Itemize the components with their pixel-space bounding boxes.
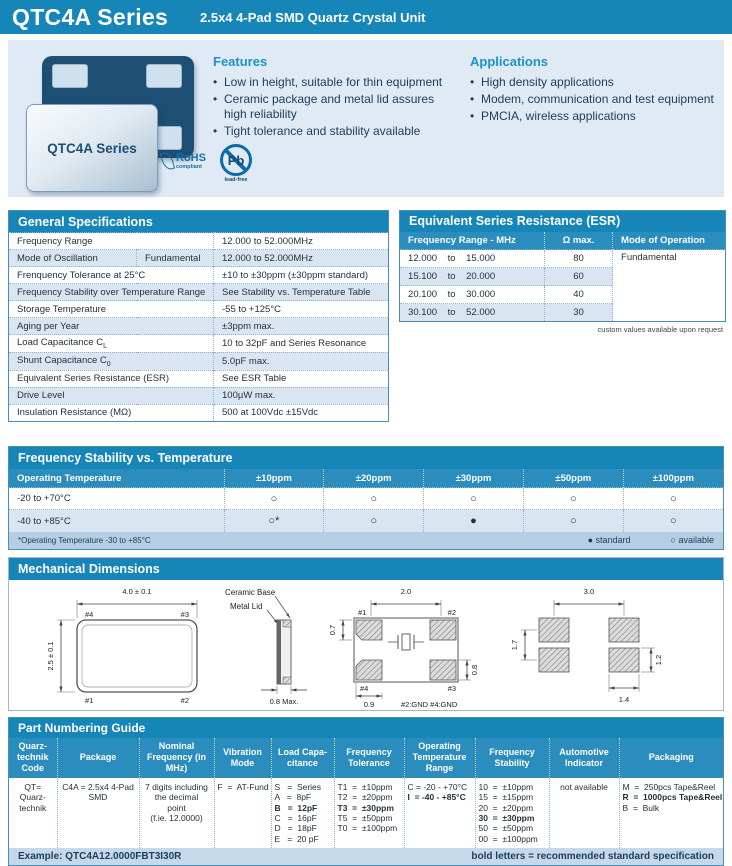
spec-row xyxy=(9,404,389,421)
pn-item: (f.ie. 12.0000) xyxy=(150,813,203,823)
rohs-compliant-text: compliant xyxy=(176,163,202,170)
stability-table xyxy=(9,469,723,532)
part-numbering-footnote: bold letters = recommended standard specification xyxy=(471,851,714,863)
pn-item: T0 = ±100ppm xyxy=(337,823,398,834)
pn-item: I = -40 - +85°C xyxy=(407,792,466,803)
applications-section xyxy=(470,54,728,126)
bullet-icon: • xyxy=(213,124,218,138)
pn-item: 50 = ±50ppm xyxy=(478,823,534,834)
spec-label: Aging per Year xyxy=(9,318,214,335)
stability-row xyxy=(9,510,723,532)
esr-table xyxy=(399,210,726,322)
pn-item: T5 = ±50ppm xyxy=(337,813,393,823)
bullet-icon: • xyxy=(470,75,475,89)
pn-item: the decimal xyxy=(154,792,199,803)
spec-row xyxy=(9,335,389,353)
dim-height: 2.5 ± 0.1 xyxy=(46,641,55,671)
pn-item: B = 12pF xyxy=(274,802,318,813)
pb-free-logo xyxy=(218,144,254,183)
pn-item: R = 1000pcs Tape&Reel xyxy=(622,792,723,803)
pn-item: QT= xyxy=(24,781,42,792)
pn-item: A = 8pF xyxy=(274,792,312,803)
pn-item: B = Bulk xyxy=(622,802,660,813)
esr-ohm: 30 xyxy=(545,304,613,322)
spec-label: Frequency Range xyxy=(9,233,214,250)
spec-value: 10 to 32pF and Series Resonance xyxy=(214,335,389,353)
pad-label: #3 xyxy=(180,609,189,619)
pad-label: #2 xyxy=(447,607,456,617)
esr-row xyxy=(400,250,726,268)
temp-range: -20 to +70°C xyxy=(9,488,224,510)
legend-standard: ● standard xyxy=(587,535,631,546)
pn-cell-vibration xyxy=(214,778,271,848)
availability-mark: ○ xyxy=(324,510,424,532)
esr-ohm: 80 xyxy=(545,250,613,268)
metal-lid-label: Metal Lid xyxy=(230,601,263,611)
spec-value: ±10 to ±30ppm (±30ppm standard) xyxy=(214,267,389,284)
part-number-example: Example: QTC4A12.0000FBT3I30R xyxy=(18,851,182,863)
pn-item: T1 = ±10ppm xyxy=(337,781,393,792)
spec-row xyxy=(9,233,389,250)
esr-section xyxy=(399,210,725,334)
spec-value: 500 at 100Vdc ±15Vdc xyxy=(214,404,389,421)
spec-label: Equivalent Series Resistance (ESR) xyxy=(9,370,214,387)
rohs-text: RoHS xyxy=(176,151,206,164)
pn-item: T3 = ±30ppm xyxy=(337,802,394,813)
pn-item: C = -20 - +70°C xyxy=(407,781,468,792)
esr-mode-value: Fundamental xyxy=(613,250,726,322)
pn-item: 00 = ±100ppm xyxy=(478,833,538,844)
esr-col-ohm: Ω max. xyxy=(545,232,613,250)
rohs-logo xyxy=(162,152,206,170)
spec-value: See Stability vs. Temperature Table xyxy=(214,284,389,301)
part-numbering-table xyxy=(9,738,723,848)
pn-item: SMD xyxy=(88,792,108,803)
mechanical-dimensions-section xyxy=(8,557,724,711)
esr-col-mode: Mode of Operation xyxy=(613,232,726,250)
availability-mark: ○ xyxy=(623,510,723,532)
crystal-package-image xyxy=(26,104,158,192)
side-view-drawing xyxy=(225,588,307,706)
part-numbering-title: Part Numbering Guide xyxy=(9,718,723,738)
feature-item: • Low in height, suitable for thin equipment xyxy=(213,75,443,89)
page-subtitle: 2.5x4 4-Pad SMD Quartz Crystal Unit xyxy=(200,10,426,25)
pad-label: #3 xyxy=(447,683,456,693)
dim-pad-height: 0.7 xyxy=(328,624,337,635)
spec-label: Insulation Resistance (MΩ) xyxy=(9,404,214,421)
mechanical-title: Mechanical Dimensions xyxy=(9,558,723,580)
spec-label: Frequency Stability over Temperature Range xyxy=(9,284,214,301)
bullet-icon: • xyxy=(213,75,218,89)
spec-mid-value: Fundamental xyxy=(137,250,214,267)
dim-pad-height-2: 0.8 xyxy=(470,664,479,675)
product-label: QTC4A Series xyxy=(47,140,137,156)
availability-mark: ○ xyxy=(623,488,723,510)
general-specifications-table xyxy=(8,210,389,422)
pad-label: #1 xyxy=(85,695,94,705)
availability-mark: ○ xyxy=(523,488,623,510)
features-heading: Features xyxy=(213,54,268,69)
pn-item: 20 = ±20ppm xyxy=(478,802,534,813)
stability-footnote: *Operating Temperature -30 to +85°C xyxy=(18,535,151,545)
features-section xyxy=(213,54,463,141)
stability-title: Frequency Stability vs. Temperature xyxy=(9,447,723,469)
legend-available: ○ available xyxy=(670,535,714,546)
spec-row xyxy=(9,352,389,370)
esr-range: 30.100 to 52.000 xyxy=(400,304,545,322)
stability-section xyxy=(8,446,724,550)
gnd-note: #2:GND #4:GND xyxy=(401,699,458,709)
dim-width: 4.0 ± 0.1 xyxy=(122,586,152,596)
spec-label: Load Capacitance $C_L$ xyxy=(9,335,214,353)
ceramic-base-label: Ceramic Base xyxy=(225,587,276,597)
pn-cell-frequency xyxy=(139,778,214,848)
dim-land-pad-width: 1.4 xyxy=(618,694,630,704)
bottom-view-drawing xyxy=(328,587,479,709)
feature-item: • Tight tolerance and stability available xyxy=(213,124,421,138)
esr-footnote: custom values available upon request xyxy=(597,325,724,334)
pn-item: point xyxy=(167,802,186,813)
spec-label: Shunt Capacitance $C_0$ xyxy=(9,352,214,370)
spec-row xyxy=(9,370,389,387)
dim-land-span-y: 1.7 xyxy=(510,639,519,650)
pn-item: T2 = ±20ppm xyxy=(337,792,393,803)
bullet-icon: • xyxy=(213,92,218,106)
spec-label: Drive Level xyxy=(9,387,214,404)
part-numbering-section xyxy=(8,717,724,866)
spec-value: See ESR Table xyxy=(214,370,389,387)
availability-mark: ○ xyxy=(324,488,424,510)
pn-body-row xyxy=(9,778,723,848)
application-item: • Modem, communication and test equipment xyxy=(470,92,714,106)
pn-item: M = 250pcs Tape&Reel xyxy=(622,781,716,792)
spec-row xyxy=(9,318,389,335)
spec-row xyxy=(9,301,389,318)
pn-item: Quarz- xyxy=(19,792,46,803)
pn-cell-code xyxy=(9,778,57,848)
pad-label: #2 xyxy=(180,695,189,705)
pn-item: 30 = ±30ppm xyxy=(478,813,535,823)
crystal-pad xyxy=(52,64,88,88)
dim-land-pad-height: 1.2 xyxy=(654,654,663,665)
pn-item: S = Series xyxy=(274,781,322,792)
pad-label: #4 xyxy=(85,609,94,619)
stability-footer xyxy=(9,532,723,549)
spec-row xyxy=(9,284,389,301)
spec-value: -55 to +125°C xyxy=(214,301,389,318)
availability-mark: ● xyxy=(424,510,524,532)
pn-cell-load-capacitance xyxy=(271,778,334,848)
pn-item: F = AT-Fund xyxy=(217,781,269,792)
dim-pad-width: 0.9 xyxy=(363,699,375,709)
applications-heading: Applications xyxy=(470,54,549,69)
spec-row xyxy=(9,250,389,267)
leaf-icon xyxy=(160,151,175,171)
application-item: • High density applications xyxy=(470,75,614,89)
spec-value: ±3ppm max. xyxy=(214,318,389,335)
esr-col-frequency: Frequency Range - MHz xyxy=(400,232,545,250)
availability-mark: ○ xyxy=(224,488,324,510)
esr-range: 15.100 to 20.000 xyxy=(400,268,545,286)
pn-cell-automotive xyxy=(549,778,619,848)
esr-range: 12.000 to 15.000 xyxy=(400,250,545,268)
dim-thickness: 0.8 Max. xyxy=(269,696,299,706)
header-band xyxy=(0,0,732,34)
pad-label: #1 xyxy=(358,607,367,617)
esr-ohm: 40 xyxy=(545,286,613,304)
esr-range: 20.100 to 30.000 xyxy=(400,286,545,304)
feature-item: • Ceramic package and metal lid assures high reliability xyxy=(213,92,435,121)
application-item: • PMCIA, wireless applications xyxy=(470,109,636,123)
spec-value: 5.0pF max. xyxy=(214,352,389,370)
spec-value: 12.000 to 52.000MHz xyxy=(214,250,389,267)
pn-cell-stability xyxy=(475,778,549,848)
top-view-drawing xyxy=(46,587,197,705)
pn-item: D = 18pF xyxy=(274,823,317,834)
availability-mark: ○ xyxy=(424,488,524,510)
pn-item: technik xyxy=(19,802,47,813)
pn-item: C = 16pF xyxy=(274,813,317,823)
esr-ohm: 60 xyxy=(545,268,613,286)
stability-header-row: Operating Temperature ±10ppm ±20ppm ±30ppm ±50ppm ±100ppm xyxy=(9,469,723,488)
hero-panel xyxy=(8,40,724,197)
pn-item: 15 = ±15ppm xyxy=(478,792,534,803)
pn-cell-tolerance xyxy=(334,778,404,848)
esr-header-row xyxy=(400,232,726,250)
land-pattern-drawing xyxy=(510,587,663,704)
crystal-pad xyxy=(146,64,182,88)
bullet-icon: • xyxy=(470,92,475,106)
pn-item: not available xyxy=(560,781,608,792)
pb-free-icon: Pb xyxy=(220,144,252,176)
spec-value: 100µW max. xyxy=(214,387,389,404)
temp-range: -40 to +85°C xyxy=(9,510,224,532)
bullet-icon: • xyxy=(470,109,475,123)
pn-item: 7 digits including xyxy=(145,781,208,792)
pb-free-caption: lead-free xyxy=(224,177,248,183)
pn-cell-package xyxy=(57,778,139,848)
spec-value: 12.000 to 52.000MHz xyxy=(214,233,389,250)
spec-label: Storage Temperature xyxy=(9,301,214,318)
spec-label: Mode of Oscillation xyxy=(9,250,137,267)
dim-pad-span: 2.0 xyxy=(400,586,412,596)
pn-item: C4A = 2.5x4 4-Pad xyxy=(62,781,134,792)
part-numbering-footer xyxy=(9,848,723,865)
pn-item: E = 20 pF xyxy=(274,833,319,844)
spec-row xyxy=(9,387,389,404)
pad-label: #4 xyxy=(360,683,369,693)
page-title: QTC4A Series xyxy=(12,4,169,30)
pn-cell-temp-range xyxy=(404,778,475,848)
general-specs-title: General Specifications xyxy=(9,211,389,233)
spec-label: Frenquency Tolerance at 25°C xyxy=(9,267,214,284)
dim-land-span-x: 3.0 xyxy=(583,586,595,596)
spec-row xyxy=(9,267,389,284)
availability-mark: ○* xyxy=(224,510,324,532)
availability-mark: ○ xyxy=(523,510,623,532)
pn-item: 10 = ±10ppm xyxy=(478,781,534,792)
mechanical-drawing xyxy=(9,580,721,710)
esr-title: Equivalent Series Resistance (ESR) xyxy=(400,211,726,232)
pn-header-row: Quarz-technik Code Package Nominal Frequency (in MHz) Vibration Mode Load Capa-citance Frequency Tolerance Operating Temperature Range Frequency Stability Automotive Indicator Packaging xyxy=(9,738,723,778)
stability-row xyxy=(9,488,723,510)
pn-cell-packaging xyxy=(619,778,723,848)
